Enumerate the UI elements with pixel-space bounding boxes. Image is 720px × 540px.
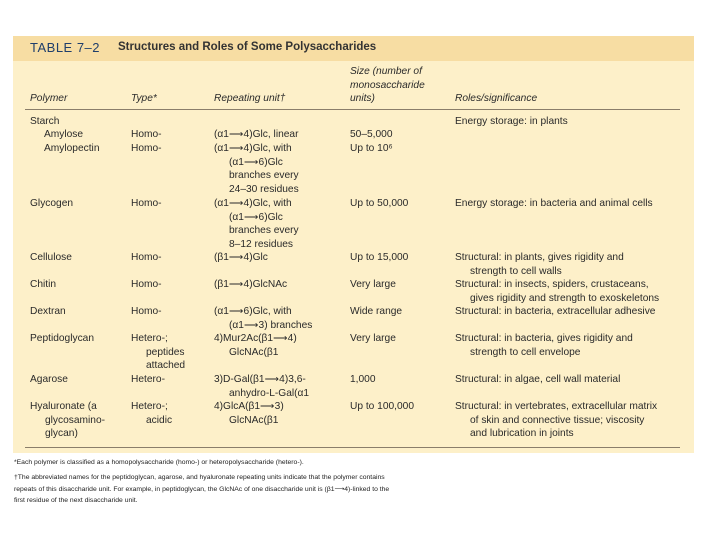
cell-line: glycosamino- bbox=[45, 414, 106, 426]
cell-line: Dextran bbox=[30, 306, 66, 317]
cell-polymer bbox=[44, 128, 83, 142]
cell-line: Structural: in vertebrates, extracellular matrix bbox=[455, 401, 658, 412]
cell-line: Chitin bbox=[30, 279, 57, 290]
cell-line: 1,000 bbox=[350, 374, 376, 385]
cell-roles bbox=[455, 400, 657, 441]
cell-type bbox=[131, 373, 165, 387]
cell-type bbox=[131, 142, 162, 156]
cell-line: (α1⟶4)Glc, with bbox=[214, 143, 292, 154]
cell-line: Up to 15,000 bbox=[350, 252, 409, 263]
cell-repeating bbox=[214, 400, 284, 427]
cell-roles bbox=[455, 278, 659, 305]
cell-line: (β1⟶4)Glc bbox=[214, 252, 268, 263]
cell-line: 8–12 residues bbox=[229, 238, 294, 250]
cell-line: gives rigidity and strength to exoskeletons bbox=[470, 292, 660, 304]
cell-line: 24–30 residues bbox=[229, 183, 299, 195]
cell-repeating bbox=[214, 251, 268, 265]
cell-line: Homo- bbox=[131, 129, 162, 140]
cell-line: Hetero- bbox=[131, 374, 165, 385]
cell-line: Hyaluronate (a bbox=[30, 401, 97, 412]
cell-polymer bbox=[30, 197, 73, 211]
cell-line: Structural: in bacteria, gives rigidity and bbox=[455, 333, 633, 344]
cell-line: Wide range bbox=[350, 306, 403, 317]
cell-roles bbox=[455, 251, 624, 278]
cell-line: (α1⟶6)Glc bbox=[229, 211, 283, 223]
cell-size bbox=[350, 373, 376, 387]
cell-line: Up to 50,000 bbox=[350, 198, 409, 209]
cell-line: Homo- bbox=[131, 143, 162, 154]
cell-line: branches every bbox=[229, 170, 299, 182]
cell-type bbox=[131, 128, 162, 142]
header-roles: Roles/significance bbox=[455, 93, 538, 104]
cell-repeating bbox=[214, 373, 309, 400]
cell-size bbox=[350, 400, 414, 414]
cell-line: Up to 100,000 bbox=[350, 401, 415, 412]
cell-line: Structural: in plants, gives rigidity and bbox=[455, 252, 624, 263]
cell-line: GlcNAc(β1 bbox=[229, 346, 279, 358]
cell-line: and lubrication in joints bbox=[470, 428, 574, 440]
cell-line: of skin and connective tissue; viscosity bbox=[470, 414, 645, 426]
cell-roles bbox=[455, 197, 653, 211]
cell-polymer bbox=[30, 373, 68, 387]
cell-roles bbox=[455, 332, 633, 359]
cell-type bbox=[131, 332, 185, 373]
table-title: Structures and Roles of Some Polysaccharides bbox=[118, 41, 377, 53]
cell-line: Homo- bbox=[131, 306, 162, 317]
cell-repeating bbox=[214, 197, 299, 251]
cell-line: GlcNAc(β1 bbox=[229, 414, 279, 426]
cell-polymer bbox=[30, 251, 72, 265]
header-size-line: monosaccharide bbox=[350, 79, 425, 91]
cell-line: Homo- bbox=[131, 279, 162, 290]
header-type: Type* bbox=[131, 93, 157, 104]
cell-line: 4)GlcA(β1⟶3) bbox=[214, 401, 284, 412]
cell-line: acidic bbox=[146, 414, 173, 426]
cell-repeating bbox=[214, 332, 297, 359]
header-polymer: Polymer bbox=[30, 93, 68, 104]
cell-size bbox=[350, 251, 408, 265]
cell-size bbox=[350, 197, 408, 211]
cell-size bbox=[350, 278, 396, 292]
footnote: †The abbreviated names for the peptidoglycan, agarose, and hyaluronate repeating units indicate that the polymer contains bbox=[14, 474, 385, 481]
cell-size bbox=[350, 305, 402, 319]
cell-line: Agarose bbox=[30, 374, 68, 385]
cell-line: Peptidoglycan bbox=[30, 333, 95, 344]
cell-polymer bbox=[30, 332, 94, 346]
cell-repeating bbox=[214, 305, 312, 332]
cell-line: (α1⟶4)Glc, linear bbox=[214, 129, 299, 140]
cell-line: glycan) bbox=[45, 428, 78, 440]
cell-line: branches every bbox=[229, 225, 299, 237]
cell-line: Energy storage: in plants bbox=[455, 116, 568, 127]
header-repeating-unit: Repeating unit† bbox=[214, 93, 286, 104]
cell-line: Very large bbox=[350, 279, 396, 290]
cell-polymer bbox=[30, 115, 59, 129]
cell-line: Structural: in bacteria, extracellular adhesive bbox=[455, 306, 656, 317]
cell-line: strength to cell envelope bbox=[470, 346, 581, 358]
cell-line: Hetero-; bbox=[131, 401, 168, 412]
cell-repeating bbox=[214, 142, 299, 196]
cell-roles bbox=[455, 305, 655, 319]
cell-polymer bbox=[30, 278, 56, 292]
footnote: *Each polymer is classified as a homopolysaccharide (homo-) or heteropolysaccharide (hetero-). bbox=[14, 459, 304, 466]
footnote: first residue of the next disaccharide unit. bbox=[14, 497, 138, 504]
header-size-line: units) bbox=[350, 93, 375, 105]
cell-line: Hetero-; bbox=[131, 333, 168, 344]
header-size bbox=[350, 65, 425, 106]
cell-line: Homo- bbox=[131, 252, 162, 263]
cell-repeating bbox=[214, 278, 287, 292]
cell-line: Amylopectin bbox=[44, 143, 100, 154]
cell-line: (α1⟶6)Glc, with bbox=[214, 306, 292, 317]
cell-line: Up to 10⁶ bbox=[350, 143, 393, 154]
cell-type bbox=[131, 251, 162, 265]
cell-polymer bbox=[30, 305, 66, 319]
cell-size bbox=[350, 128, 393, 142]
cell-repeating bbox=[214, 128, 298, 142]
cell-line: Glycogen bbox=[30, 198, 74, 209]
cell-roles bbox=[455, 115, 568, 129]
table-bottom-divider bbox=[25, 447, 680, 448]
table-label: TABLE 7–2 bbox=[30, 40, 101, 55]
header-divider bbox=[25, 109, 680, 110]
cell-roles bbox=[455, 373, 620, 387]
cell-line: 4)Mur2Ac(β1⟶4) bbox=[214, 333, 297, 344]
cell-line: Structural: in insects, spiders, crustaceans, bbox=[455, 279, 649, 290]
cell-line: 50–5,000 bbox=[350, 129, 393, 140]
cell-line: anhydro-L-Gal(α1 bbox=[229, 387, 310, 399]
cell-line: (α1⟶3) branches bbox=[229, 319, 313, 331]
cell-line: Very large bbox=[350, 333, 396, 344]
cell-line: peptides bbox=[146, 346, 185, 358]
cell-line: strength to cell walls bbox=[470, 265, 562, 277]
cell-type bbox=[131, 305, 162, 319]
cell-line: Starch bbox=[30, 116, 60, 127]
cell-polymer bbox=[44, 142, 100, 156]
cell-line: Structural: in algae, cell wall material bbox=[455, 374, 621, 385]
cell-line: Energy storage: in bacteria and animal cells bbox=[455, 198, 653, 209]
cell-type bbox=[131, 197, 162, 211]
cell-size bbox=[350, 332, 396, 346]
cell-line: Amylose bbox=[44, 129, 84, 140]
cell-size bbox=[350, 142, 393, 156]
cell-line: Homo- bbox=[131, 198, 162, 209]
cell-polymer bbox=[30, 400, 105, 441]
cell-line: (β1⟶4)GlcNAc bbox=[214, 279, 288, 290]
footnote: repeats of this disaccharide unit. For example, in peptidoglycan, the GlcNAc of one disaccharide unit is (β1⟶4)-linked to the bbox=[14, 485, 390, 493]
cell-line: (α1⟶6)Glc bbox=[229, 156, 283, 168]
cell-type bbox=[131, 278, 162, 292]
cell-line: (α1⟶4)Glc, with bbox=[214, 198, 292, 209]
header-size-line: Size (number of bbox=[350, 66, 422, 77]
cell-type bbox=[131, 400, 172, 427]
cell-line: 3)D-Gal(β1⟶4)3,6- bbox=[214, 374, 306, 385]
cell-line: Cellulose bbox=[30, 252, 72, 263]
cell-line: attached bbox=[146, 360, 186, 372]
